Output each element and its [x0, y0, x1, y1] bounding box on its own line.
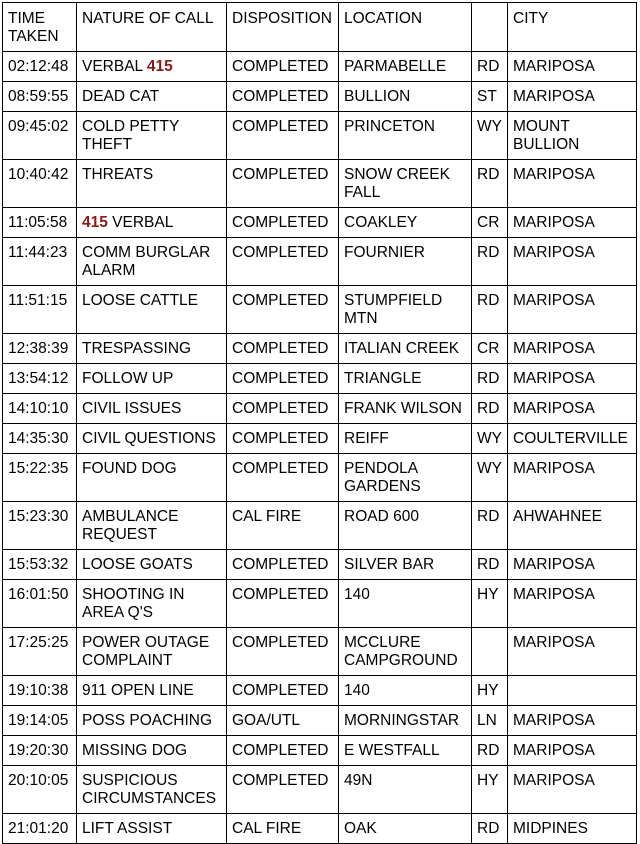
- penal-code: 415: [146, 58, 173, 75]
- street-suffix-cell: HY: [472, 676, 508, 706]
- nature-of-call-cell: [77, 160, 227, 208]
- street-suffix-cell: RD: [472, 238, 508, 286]
- table-row: [3, 208, 637, 238]
- nature-text: AMBULANCE REQUEST: [82, 508, 179, 543]
- city-cell: MARIPOSA: [508, 364, 637, 394]
- location-cell: BULLION: [339, 82, 472, 112]
- street-suffix-cell: WY: [472, 112, 508, 160]
- disposition-cell: COMPLETED: [227, 394, 339, 424]
- table-row: [3, 82, 637, 112]
- table-row: [3, 112, 637, 160]
- street-suffix-cell: CR: [472, 334, 508, 364]
- nature-of-call-cell: [77, 454, 227, 502]
- time-taken-cell: 12:38:39: [3, 334, 77, 364]
- time-taken-cell: 19:20:30: [3, 736, 77, 766]
- time-taken-cell: 21:01:20: [3, 814, 77, 844]
- time-taken-cell: 13:54:12: [3, 364, 77, 394]
- nature-of-call-cell: [77, 580, 227, 628]
- location-cell: MORNINGSTAR: [339, 706, 472, 736]
- street-suffix-cell: RD: [472, 160, 508, 208]
- time-taken-cell: 20:10:05: [3, 766, 77, 814]
- street-suffix-cell: RD: [472, 550, 508, 580]
- city-cell: MARIPOSA: [508, 394, 637, 424]
- table-row: [3, 454, 637, 502]
- location-cell: STUMPFIELD MTN: [339, 286, 472, 334]
- nature-text: LOOSE CATTLE: [82, 292, 198, 309]
- time-taken-cell: 10:40:42: [3, 160, 77, 208]
- nature-text: SUSPICIOUS CIRCUMSTANCES: [82, 772, 217, 807]
- nature-text: VERBAL: [82, 58, 147, 75]
- table-row: [3, 286, 637, 334]
- street-suffix-cell: ST: [472, 82, 508, 112]
- table-row: [3, 550, 637, 580]
- table-row: [3, 364, 637, 394]
- street-suffix-cell: [472, 628, 508, 676]
- table-row: [3, 580, 637, 628]
- nature-text: MISSING DOG: [82, 742, 188, 759]
- time-taken-cell: 11:51:15: [3, 286, 77, 334]
- location-cell: FRANK WILSON: [339, 394, 472, 424]
- location-cell: TRIANGLE: [339, 364, 472, 394]
- nature-text: CIVIL ISSUES: [82, 400, 182, 417]
- time-taken-cell: 19:14:05: [3, 706, 77, 736]
- time-taken-cell: 17:25:25: [3, 628, 77, 676]
- time-taken-cell: 14:35:30: [3, 424, 77, 454]
- header-row: [3, 3, 637, 52]
- disposition-cell: COMPLETED: [227, 112, 339, 160]
- city-cell: MARIPOSA: [508, 766, 637, 814]
- disposition-cell: COMPLETED: [227, 238, 339, 286]
- disposition-cell: CAL FIRE: [227, 814, 339, 844]
- disposition-cell: COMPLETED: [227, 286, 339, 334]
- disposition-cell: COMPLETED: [227, 334, 339, 364]
- table-row: [3, 502, 637, 550]
- street-suffix-cell: RD: [472, 364, 508, 394]
- disposition-cell: COMPLETED: [227, 736, 339, 766]
- city-cell: MARIPOSA: [508, 736, 637, 766]
- table-row: [3, 424, 637, 454]
- time-taken-cell: 09:45:02: [3, 112, 77, 160]
- table-row: [3, 238, 637, 286]
- city-cell: MARIPOSA: [508, 580, 637, 628]
- city-cell: MARIPOSA: [508, 82, 637, 112]
- city-cell: MARIPOSA: [508, 706, 637, 736]
- street-suffix-cell: HY: [472, 580, 508, 628]
- location-cell: 140: [339, 580, 472, 628]
- disposition-cell: COMPLETED: [227, 82, 339, 112]
- disposition-cell: COMPLETED: [227, 208, 339, 238]
- location-cell: 49N: [339, 766, 472, 814]
- nature-of-call-cell: [77, 82, 227, 112]
- disposition-cell: COMPLETED: [227, 160, 339, 208]
- street-suffix-cell: LN: [472, 706, 508, 736]
- table-row: [3, 814, 637, 844]
- table-row: [3, 160, 637, 208]
- disposition-cell: COMPLETED: [227, 766, 339, 814]
- city-cell: [508, 676, 637, 706]
- nature-of-call-cell: [77, 208, 227, 238]
- location-cell: COAKLEY: [339, 208, 472, 238]
- table-row: [3, 52, 637, 82]
- nature-text: DEAD CAT: [82, 88, 160, 105]
- nature-of-call-cell: [77, 502, 227, 550]
- nature-of-call-cell: [77, 394, 227, 424]
- nature-of-call-cell: [77, 676, 227, 706]
- time-taken-cell: 16:01:50: [3, 580, 77, 628]
- nature-text: POSS POACHING: [82, 712, 213, 729]
- nature-text: POWER OUTAGE COMPLAINT: [82, 634, 210, 669]
- disposition-cell: COMPLETED: [227, 628, 339, 676]
- nature-text: LIFT ASSIST: [82, 820, 173, 837]
- street-suffix-cell: RD: [472, 736, 508, 766]
- nature-of-call-cell: [77, 550, 227, 580]
- city-cell: COULTERVILLE: [508, 424, 637, 454]
- location-cell: REIFF: [339, 424, 472, 454]
- disposition-cell: COMPLETED: [227, 676, 339, 706]
- location-cell: PENDOLA GARDENS: [339, 454, 472, 502]
- nature-text: FOLLOW UP: [82, 370, 174, 387]
- location-cell: 140: [339, 676, 472, 706]
- nature-of-call-cell: [77, 334, 227, 364]
- time-taken-cell: 02:12:48: [3, 52, 77, 82]
- time-taken-cell: 15:23:30: [3, 502, 77, 550]
- table-row: [3, 676, 637, 706]
- street-suffix-cell: RD: [472, 814, 508, 844]
- nature-text: FOUND DOG: [82, 460, 177, 477]
- time-taken-cell: 15:22:35: [3, 454, 77, 502]
- disposition-cell: COMPLETED: [227, 364, 339, 394]
- nature-of-call-cell: [77, 238, 227, 286]
- disposition-cell: COMPLETED: [227, 580, 339, 628]
- disposition-cell: COMPLETED: [227, 454, 339, 502]
- nature-of-call-cell: [77, 286, 227, 334]
- city-cell: MARIPOSA: [508, 208, 637, 238]
- street-suffix-cell: RD: [472, 394, 508, 424]
- header-nature-of-call: NATURE OF CALL: [77, 3, 227, 52]
- location-cell: MCCLURE CAMPGROUND: [339, 628, 472, 676]
- location-cell: ITALIAN CREEK: [339, 334, 472, 364]
- location-cell: E WESTFALL: [339, 736, 472, 766]
- nature-of-call-cell: [77, 424, 227, 454]
- time-taken-cell: 08:59:55: [3, 82, 77, 112]
- header-disposition: DISPOSITION: [227, 3, 339, 52]
- nature-text: COLD PETTY THEFT: [82, 118, 180, 153]
- time-taken-cell: 15:53:32: [3, 550, 77, 580]
- city-cell: MARIPOSA: [508, 628, 637, 676]
- city-cell: MARIPOSA: [508, 334, 637, 364]
- header-location: LOCATION: [339, 3, 472, 52]
- time-taken-cell: 14:10:10: [3, 394, 77, 424]
- location-cell: SILVER BAR: [339, 550, 472, 580]
- location-cell: SNOW CREEK FALL: [339, 160, 472, 208]
- header-city: CITY: [508, 3, 637, 52]
- nature-text: SHOOTING IN AREA Q'S: [82, 586, 185, 621]
- table-row: [3, 736, 637, 766]
- nature-of-call-cell: [77, 766, 227, 814]
- nature-of-call-cell: [77, 706, 227, 736]
- disposition-cell: COMPLETED: [227, 52, 339, 82]
- city-cell: MOUNT BULLION: [508, 112, 637, 160]
- table-row: [3, 766, 637, 814]
- nature-of-call-cell: [77, 628, 227, 676]
- city-cell: MARIPOSA: [508, 286, 637, 334]
- city-cell: MARIPOSA: [508, 550, 637, 580]
- nature-text: CIVIL QUESTIONS: [82, 430, 216, 447]
- table-row: [3, 334, 637, 364]
- disposition-cell: GOA/UTL: [227, 706, 339, 736]
- table-row: [3, 628, 637, 676]
- location-cell: OAK: [339, 814, 472, 844]
- time-taken-cell: 19:10:38: [3, 676, 77, 706]
- disposition-cell: COMPLETED: [227, 550, 339, 580]
- location-cell: FOURNIER: [339, 238, 472, 286]
- nature-of-call-cell: [77, 364, 227, 394]
- city-cell: AHWAHNEE: [508, 502, 637, 550]
- time-taken-cell: 11:44:23: [3, 238, 77, 286]
- nature-text: 911 OPEN LINE: [82, 682, 194, 699]
- street-suffix-cell: RD: [472, 502, 508, 550]
- location-cell: ROAD 600: [339, 502, 472, 550]
- nature-of-call-cell: [77, 736, 227, 766]
- location-cell: PRINCETON: [339, 112, 472, 160]
- table-row: [3, 394, 637, 424]
- nature-of-call-cell: [77, 52, 227, 82]
- table-row: [3, 706, 637, 736]
- nature-text: TRESPASSING: [82, 340, 192, 357]
- call-log-table: [2, 2, 637, 844]
- time-taken-cell: 11:05:58: [3, 208, 77, 238]
- street-suffix-cell: WY: [472, 454, 508, 502]
- street-suffix-cell: HY: [472, 766, 508, 814]
- street-suffix-cell: RD: [472, 286, 508, 334]
- city-cell: MARIPOSA: [508, 454, 637, 502]
- disposition-cell: COMPLETED: [227, 424, 339, 454]
- nature-text: COMM BURGLAR ALARM: [82, 244, 211, 279]
- nature-text: THREATS: [82, 166, 154, 183]
- penal-code: 415: [82, 214, 108, 231]
- street-suffix-cell: CR: [472, 208, 508, 238]
- disposition-cell: CAL FIRE: [227, 502, 339, 550]
- header-street-suffix: [472, 3, 508, 52]
- city-cell: MARIPOSA: [508, 238, 637, 286]
- nature-of-call-cell: [77, 112, 227, 160]
- nature-of-call-cell: [77, 814, 227, 844]
- nature-text-suffix: VERBAL: [107, 214, 174, 231]
- city-cell: MIDPINES: [508, 814, 637, 844]
- header-time-taken: TIME TAKEN: [3, 3, 77, 52]
- location-cell: PARMABELLE: [339, 52, 472, 82]
- city-cell: MARIPOSA: [508, 160, 637, 208]
- street-suffix-cell: RD: [472, 52, 508, 82]
- street-suffix-cell: WY: [472, 424, 508, 454]
- city-cell: MARIPOSA: [508, 52, 637, 82]
- nature-text: LOOSE GOATS: [82, 556, 193, 573]
